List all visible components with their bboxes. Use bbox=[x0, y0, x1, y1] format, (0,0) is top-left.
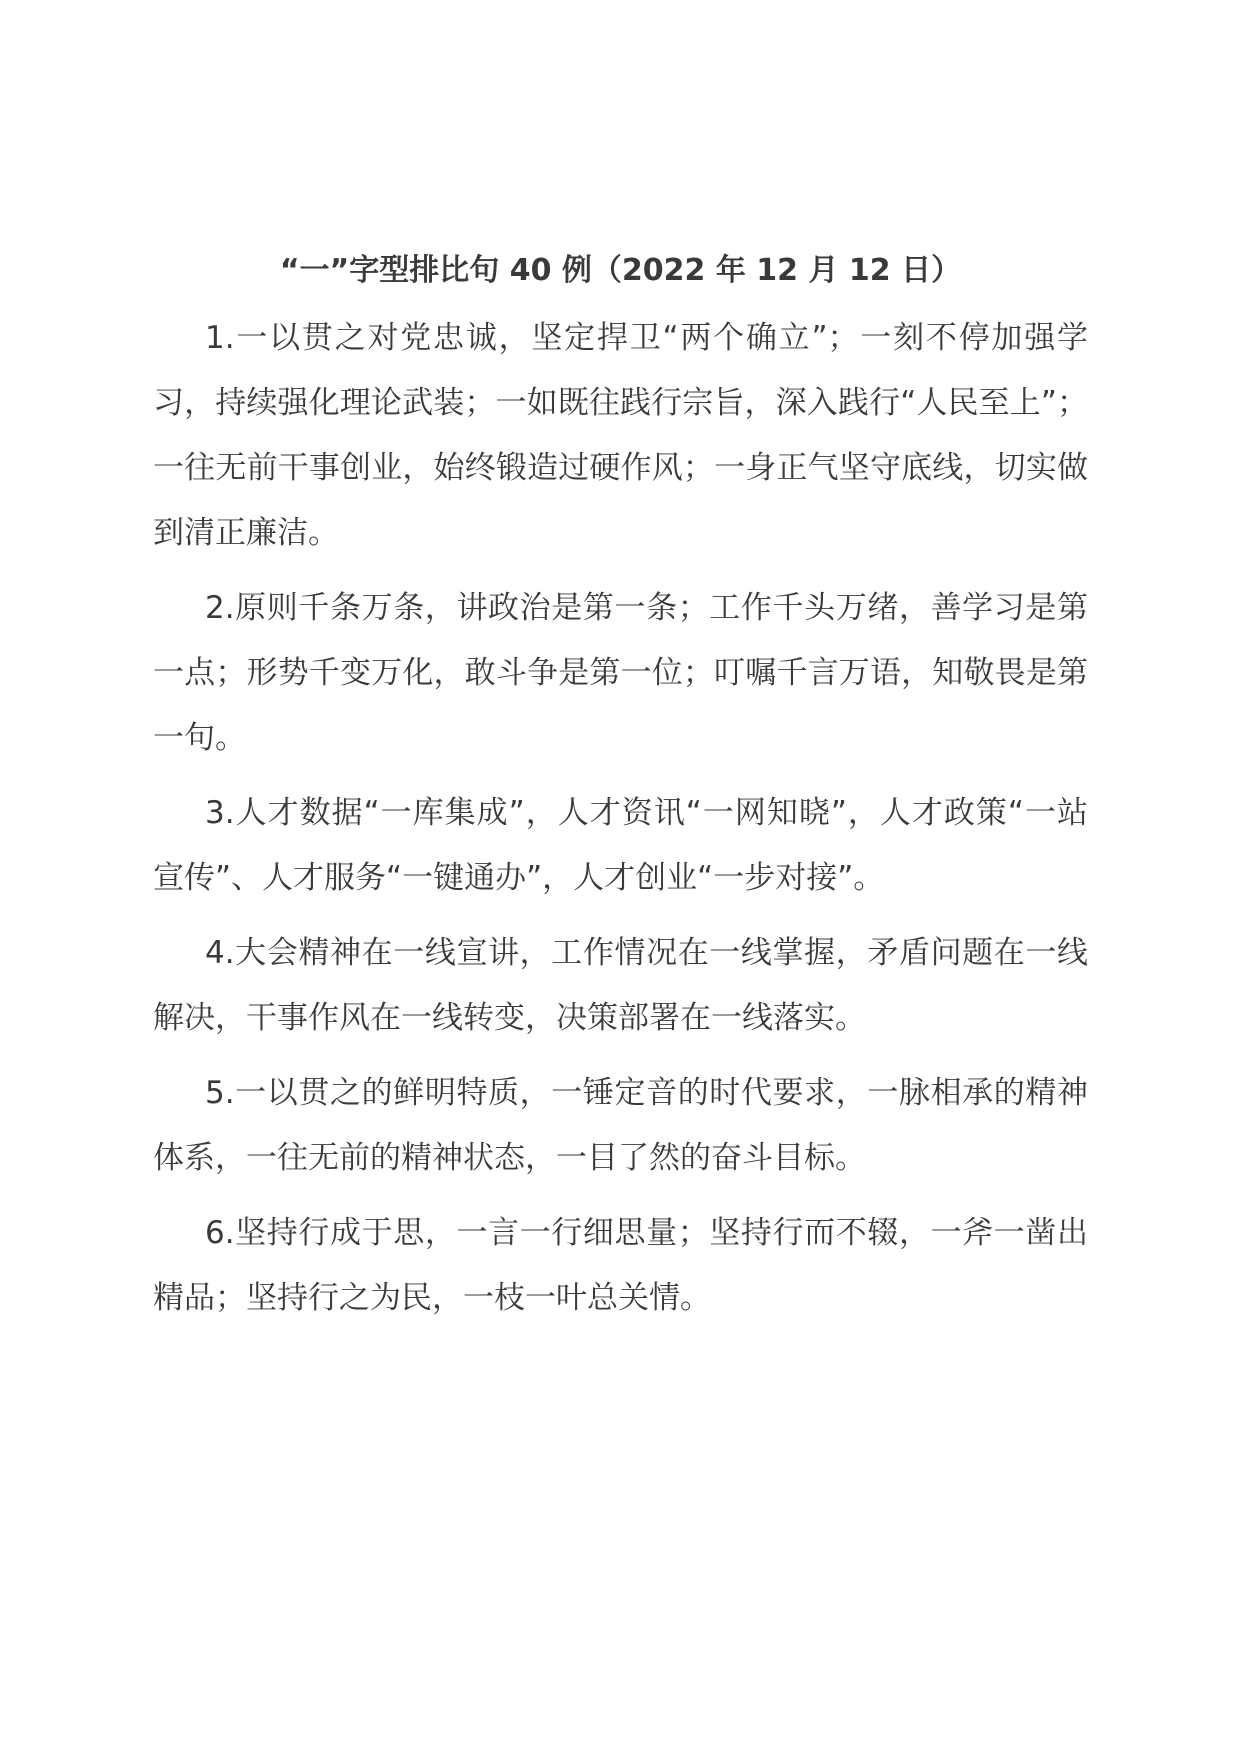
paragraph-3: 3.人才数据“一库集成”，人才资讯“一网知晓”，人才政策“一站宣传”、人才服务“一键通办”，人才创业“一步对接”。 bbox=[153, 795, 1088, 896]
document-body bbox=[153, 248, 1088, 1341]
paragraph-6: 6.坚持行成于思，一言一行细思量；坚持行而不辍，一斧一凿出精品；坚持行之为民，一枝一叶总关情。 bbox=[153, 1215, 1088, 1316]
paragraph-2: 2.原则千条万条，讲政治是第一条；工作千头万绪，善学习是第一点；形势千变万化，敢斗争是第一位；叮嘱千言万语，知敬畏是第一句。 bbox=[153, 590, 1088, 756]
paragraph-1: 1.一以贯之对党忠诚，坚定捍卫“两个确立”；一刻不停加强学习，持续强化理论武装；一如既往践行宗旨，深入践行“人民至上”；一往无前干事创业，始终锻造过硬作风；一身正气坚守底线，切实做到清正廉洁。 bbox=[153, 320, 1088, 551]
paragraph-5: 5.一以贯之的鲜明特质，一锤定音的时代要求，一脉相承的精神体系，一往无前的精神状态，一目了然的奋斗目标。 bbox=[153, 1075, 1088, 1176]
paragraph-4: 4.大会精神在一线宣讲，工作情况在一线掌握，矛盾问题在一线解决，干事作风在一线转变，决策部署在一线落实。 bbox=[153, 935, 1088, 1036]
document-title: “一”字型排比句 40 例（2022 年 12 月 12 日） bbox=[279, 253, 962, 288]
